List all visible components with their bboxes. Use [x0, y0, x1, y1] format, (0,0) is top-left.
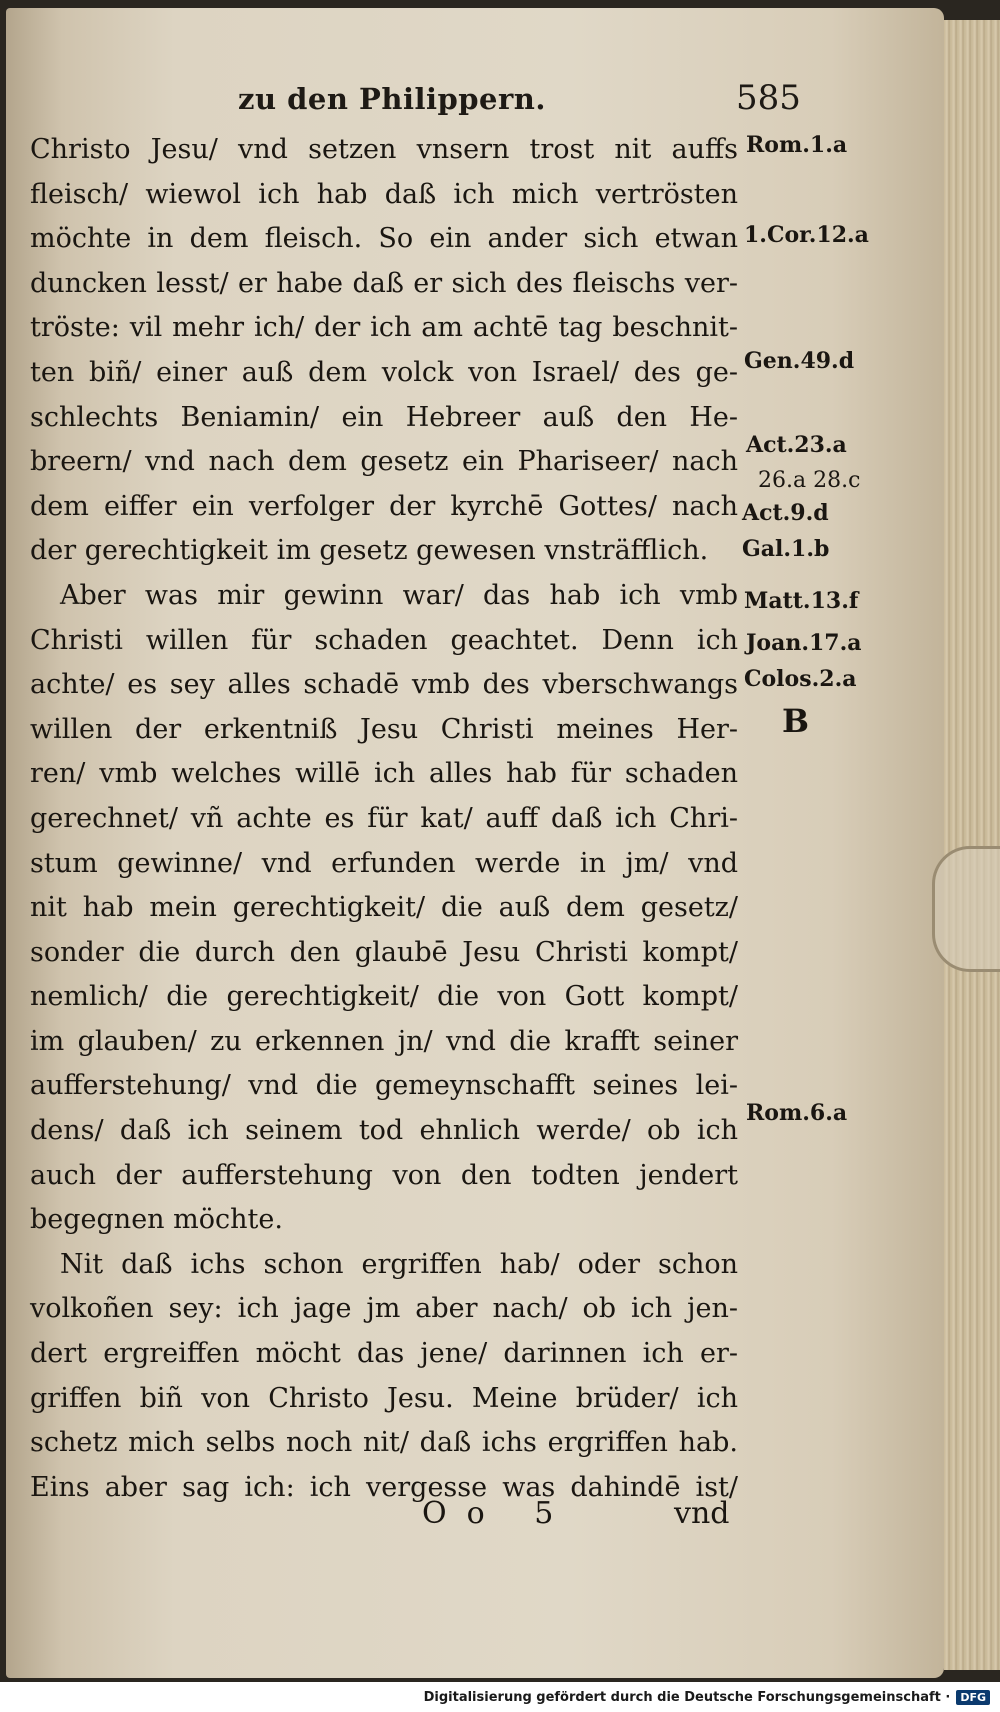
- text-line: volkoñen sey: ich jage jm aber nach/ ob ich jen-: [30, 1293, 738, 1325]
- digitization-credit: Digitalisierung gefördert durch die Deutsche Forschungsgemeinschaft ·: [423, 1689, 951, 1705]
- text-line: griffen biñ von Christo Jesu. Meine brüder/ ich: [30, 1382, 738, 1414]
- bookmark-tab: [932, 846, 1000, 972]
- text-line: Eins aber sag ich: ich vergesse was dahindē ist/: [30, 1471, 738, 1503]
- signature-mark: Oo 5: [422, 1496, 574, 1531]
- text-line: im glauben/ zu erkennen jn/ vnd die krafft seiner: [30, 1025, 738, 1057]
- text-line: willen der erkentniß Jesu Christi meines Her-: [30, 713, 738, 745]
- text-line: dert ergreiffen möcht das jene/ darinnen ich er-: [30, 1338, 738, 1370]
- text-line: nemlich/ die gerechtigkeit/ die von Gott kompt/: [30, 981, 738, 1013]
- body-text: [30, 128, 738, 1510]
- page-number: 585: [736, 78, 801, 118]
- text-line: aufferstehung/ vnd die gemeynschafft seines lei-: [30, 1070, 738, 1102]
- text-line: duncken lesst/ er habe daß er sich des fleischs ver-: [30, 267, 738, 299]
- text-line: nit hab mein gerechtigkeit/ die auß dem gesetz/: [30, 892, 738, 924]
- text-line: der gerechtigkeit im gesetz gewesen vnsträfflich.: [30, 535, 709, 567]
- text-line: ten biñ/ einer auß dem volck von Israel/ des ge-: [30, 356, 738, 388]
- margin-reference: B: [782, 702, 810, 740]
- margin-reference: Act.9.d: [742, 500, 829, 526]
- catchword: vnd: [674, 1496, 730, 1531]
- text-line: Nit daß ichs schon ergriffen hab/ oder schon: [60, 1248, 738, 1280]
- text-line: Aber was mir gewinn war/ das hab ich vmb: [60, 579, 738, 611]
- text-line: sonder die durch den glaubē Jesu Christi kompt/: [30, 936, 738, 968]
- text-line: auch der aufferstehung von den todten jendert: [30, 1159, 738, 1191]
- margin-reference: Joan.17.a: [746, 630, 862, 656]
- text-line: gerechnet/ vñ achte es für kat/ auff daß ich Chri-: [30, 802, 738, 834]
- book-page: [6, 8, 944, 1678]
- margin-reference: 26.a 28.c: [758, 468, 861, 493]
- text-line: Christo Jesu/ vnd setzen vnsern trost nit auffs: [30, 134, 738, 165]
- text-line: fleisch/ wiewol ich hab daß ich mich vertrösten: [30, 178, 738, 210]
- text-line: möchte in dem fleisch. So ein ander sich etwan: [30, 223, 738, 255]
- text-line: achte/ es sey alles schadē vmb des vberschwangs: [30, 669, 738, 701]
- text-line: Christi willen für schaden geachtet. Denn ich: [30, 624, 738, 656]
- dfg-logo: DFG: [956, 1690, 990, 1705]
- text-line: begegnen möchte.: [30, 1204, 283, 1236]
- margin-reference: Gal.1.b: [742, 536, 830, 562]
- book-page-edges: [944, 20, 1000, 1670]
- margin-reference: Rom.1.a: [746, 132, 848, 158]
- text-line: ren/ vmb welches willē ich alles hab für schaden: [30, 758, 738, 790]
- text-line: dem eiffer ein verfolger der kyrchē Gottes/ nach: [30, 490, 738, 522]
- digitization-credit-bar: [0, 1682, 1000, 1712]
- margin-reference: Colos.2.a: [744, 666, 857, 692]
- text-line: stum gewinne/ vnd erfunden werde in jm/ vnd: [30, 847, 738, 879]
- margin-reference: Gen.49.d: [744, 348, 855, 374]
- margin-reference: Rom.6.a: [746, 1100, 848, 1126]
- margin-reference: 1.Cor.12.a: [744, 222, 869, 248]
- text-line: schlechts Beniamin/ ein Hebreer auß den He-: [30, 401, 738, 433]
- margin-reference: Matt.13.f: [744, 588, 859, 614]
- running-title: zu den Philippern.: [238, 82, 546, 116]
- text-line: dens/ daß ich seinem tod ehnlich werde/ ob ich: [30, 1115, 738, 1147]
- text-line: schetz mich selbs noch nit/ daß ichs ergriffen hab.: [30, 1427, 738, 1459]
- text-line: tröste: vil mehr ich/ der ich am achtē tag beschnit-: [30, 312, 738, 344]
- text-line: breern/ vnd nach dem gesetz ein Phariseer/ nach: [30, 446, 738, 478]
- margin-reference: Act.23.a: [746, 432, 847, 458]
